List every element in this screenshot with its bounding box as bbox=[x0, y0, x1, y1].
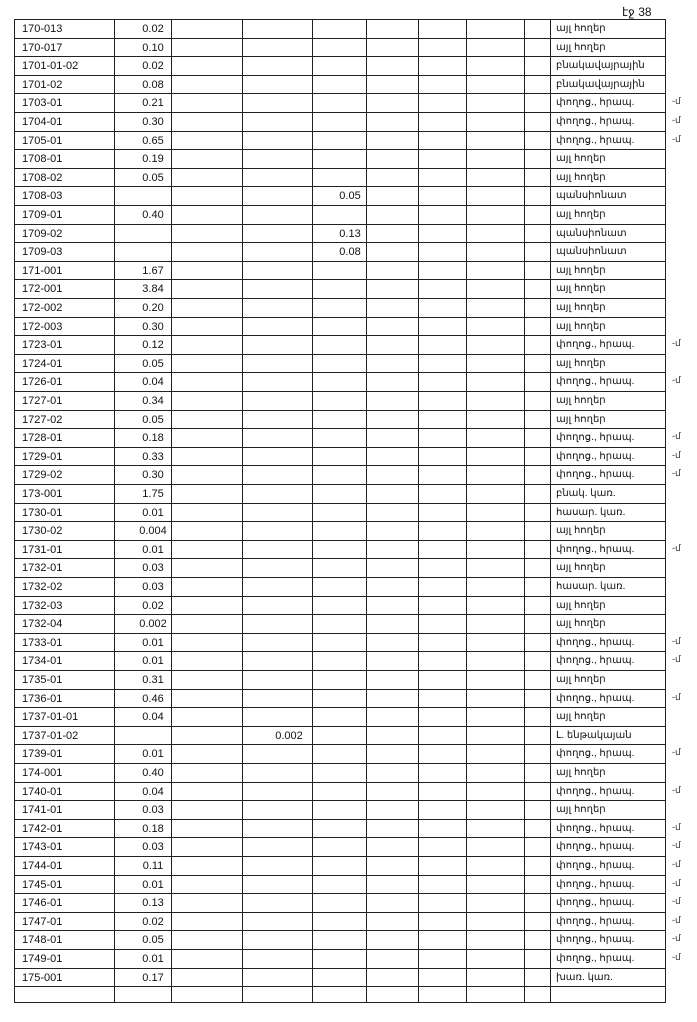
parcel-land-type: փողոց., հրապ. bbox=[556, 748, 635, 760]
table-row bbox=[14, 522, 666, 541]
margin-mark: -մ bbox=[672, 338, 681, 349]
parcel-area: 0.30 bbox=[142, 469, 164, 482]
parcel-code: 171-001 bbox=[22, 264, 63, 277]
table-row bbox=[14, 150, 666, 169]
parcel-code: 172-003 bbox=[22, 320, 63, 333]
table-row bbox=[14, 280, 666, 299]
parcel-extra-area: 0.08 bbox=[339, 246, 361, 259]
parcel-area: 0.40 bbox=[142, 209, 164, 221]
parcel-area: 0.04 bbox=[142, 711, 164, 724]
parcel-area: 0.21 bbox=[142, 97, 164, 110]
parcel-land-type: այլ հողեր bbox=[556, 357, 606, 369]
table-row bbox=[14, 578, 666, 597]
margin-mark: -մ bbox=[672, 654, 681, 665]
parcel-code: 1724-01 bbox=[22, 357, 63, 370]
table-row bbox=[14, 355, 666, 374]
parcel-land-type: փողոց., հրապ. bbox=[556, 841, 635, 853]
parcel-area: 0.31 bbox=[142, 674, 164, 686]
parcel-land-type: այլ հողեր bbox=[556, 302, 606, 313]
parcel-land-type: այլ հողեր bbox=[556, 804, 606, 816]
parcel-code: 1701-02 bbox=[22, 78, 63, 91]
parcel-land-type: պանսիոնատ bbox=[556, 190, 627, 202]
margin-mark: -մ bbox=[672, 952, 681, 962]
parcel-area: 1.67 bbox=[142, 264, 164, 277]
parcel-code: 1703-01 bbox=[22, 97, 63, 110]
parcel-code: 1708-01 bbox=[22, 153, 63, 166]
parcel-area: 0.05 bbox=[142, 413, 164, 426]
parcel-area bbox=[129, 727, 177, 745]
table-row bbox=[14, 187, 666, 206]
parcel-land-type: փողոց., հրապ. bbox=[556, 897, 635, 909]
parcel-code: 1747-01 bbox=[22, 915, 63, 928]
parcel-land-type: այլ հողեր bbox=[556, 395, 606, 406]
parcel-area bbox=[129, 243, 177, 261]
table-row bbox=[14, 504, 666, 523]
parcel-code: 175-001 bbox=[22, 971, 63, 984]
parcel-code: 1709-02 bbox=[22, 227, 63, 240]
table-row bbox=[14, 392, 666, 411]
parcel-area: 0.17 bbox=[142, 971, 164, 984]
parcel-area: 0.05 bbox=[142, 934, 164, 947]
parcel-code: 1728-01 bbox=[22, 432, 63, 445]
parcel-area: 0.02 bbox=[142, 60, 164, 73]
parcel-extra-area: 0.05 bbox=[339, 190, 361, 203]
table-row bbox=[14, 950, 681, 969]
parcel-code: 172-001 bbox=[22, 283, 63, 296]
parcel-area: 0.33 bbox=[142, 450, 164, 463]
table-row bbox=[14, 429, 681, 448]
table-row bbox=[14, 783, 681, 802]
margin-mark: -մ bbox=[672, 914, 681, 925]
parcel-area: 0.30 bbox=[142, 320, 164, 333]
parcel-land-type: խառ. կառ. bbox=[556, 971, 613, 983]
parcel-code: 1704-01 bbox=[22, 116, 63, 128]
margin-mark: -մ bbox=[672, 96, 681, 107]
margin-mark: -մ bbox=[672, 375, 681, 386]
parcel-area bbox=[129, 187, 177, 205]
parcel-land-type: փողոց., հրապ. bbox=[556, 878, 635, 890]
table-row bbox=[14, 876, 681, 895]
parcel-land-type: փողոց., հրապ. bbox=[556, 450, 635, 462]
table-row bbox=[14, 299, 666, 318]
parcel-land-type: Լ. ենթակայան bbox=[556, 729, 632, 741]
parcel-code: 1745-01 bbox=[22, 878, 63, 891]
parcel-area: 0.12 bbox=[142, 339, 164, 352]
parcel-area: 0.65 bbox=[142, 134, 164, 147]
parcel-area: 0.08 bbox=[142, 78, 164, 91]
parcel-extra-area: 0.002 bbox=[275, 729, 303, 742]
table-row bbox=[14, 57, 666, 76]
parcel-land-type: փողոց., հրապ. bbox=[556, 543, 635, 555]
parcel-code: 1746-01 bbox=[22, 897, 63, 910]
table-row bbox=[14, 485, 666, 504]
parcel-code: 1708-02 bbox=[22, 171, 63, 184]
parcel-land-type: փողոց., հրապ. bbox=[556, 469, 635, 481]
parcel-code: 1734-01 bbox=[22, 655, 63, 668]
table-row bbox=[14, 466, 681, 485]
parcel-code: 1723-01 bbox=[22, 339, 63, 352]
parcel-land-type: այլ հողեր bbox=[556, 320, 606, 332]
parcel-code: 1732-02 bbox=[22, 581, 63, 593]
parcel-area: 0.03 bbox=[142, 841, 164, 854]
margin-mark: -մ bbox=[672, 896, 681, 907]
margin-mark: -մ bbox=[672, 691, 681, 702]
parcel-land-type: բնակավայրային bbox=[556, 60, 645, 72]
parcel-land-type: այլ հողեր bbox=[556, 171, 606, 183]
margin-mark: -մ bbox=[672, 877, 681, 888]
land-parcel-table bbox=[14, 19, 681, 1003]
table-row bbox=[14, 894, 681, 913]
parcel-area: 0.01 bbox=[142, 506, 164, 519]
parcel-land-type: այլ հողեր bbox=[556, 209, 606, 220]
margin-mark: -մ bbox=[672, 542, 681, 553]
parcel-area: 0.13 bbox=[142, 897, 164, 910]
page-number: էջ 38 bbox=[622, 5, 652, 19]
parcel-area: 0.20 bbox=[142, 302, 164, 314]
margin-mark: -մ bbox=[672, 635, 681, 646]
table-row bbox=[14, 597, 666, 616]
table-row bbox=[14, 39, 666, 58]
parcel-code: 1708-03 bbox=[22, 190, 63, 203]
table-row bbox=[14, 559, 666, 578]
parcel-land-type: փողոց., հրապ. bbox=[556, 785, 635, 797]
table-row bbox=[14, 336, 681, 355]
parcel-land-type: պանսիոնատ bbox=[556, 227, 627, 239]
table-row bbox=[14, 727, 666, 746]
parcel-extra-area: 0.13 bbox=[339, 227, 361, 240]
parcel-area: 0.40 bbox=[142, 767, 164, 779]
parcel-code: 173-001 bbox=[22, 488, 63, 500]
parcel-land-type: փողոց., հրապ. bbox=[556, 953, 635, 964]
parcel-land-type: այլ հողեր bbox=[556, 41, 606, 53]
parcel-code: 1737-01-01 bbox=[22, 711, 79, 724]
parcel-land-type: բնակավայրային bbox=[556, 78, 645, 90]
parcel-code: 1742-01 bbox=[22, 822, 63, 835]
parcel-code: 1709-03 bbox=[22, 246, 63, 259]
parcel-land-type: այլ հողեր bbox=[556, 767, 606, 778]
table-row bbox=[14, 225, 666, 244]
margin-mark: -մ bbox=[672, 747, 681, 758]
parcel-area: 0.34 bbox=[142, 395, 164, 407]
margin-mark: -մ bbox=[672, 859, 681, 869]
parcel-land-type: փողոց., հրապ. bbox=[556, 915, 635, 927]
parcel-area: 1.75 bbox=[142, 488, 164, 500]
parcel-area: 0.04 bbox=[142, 785, 164, 798]
parcel-code: 172-002 bbox=[22, 302, 63, 314]
parcel-area: 0.03 bbox=[142, 804, 164, 817]
parcel-area: 3.84 bbox=[142, 283, 164, 296]
margin-mark: -մ bbox=[672, 115, 681, 125]
parcel-land-type: փողոց., հրապ. bbox=[556, 655, 635, 667]
parcel-code: 1730-02 bbox=[22, 525, 63, 538]
parcel-area: 0.11 bbox=[142, 860, 164, 872]
table-row bbox=[14, 820, 681, 839]
parcel-area: 0.01 bbox=[142, 878, 164, 891]
parcel-area: 0.30 bbox=[142, 116, 164, 128]
table-row bbox=[14, 20, 666, 39]
parcel-code: 1733-01 bbox=[22, 636, 63, 649]
parcel-area: 0.18 bbox=[142, 432, 164, 445]
parcel-code: 1705-01 bbox=[22, 134, 63, 147]
parcel-land-type: այլ հողեր bbox=[556, 618, 606, 630]
parcel-code: 170-013 bbox=[22, 23, 63, 35]
parcel-area: 0.18 bbox=[142, 822, 164, 835]
table-row bbox=[14, 113, 681, 132]
parcel-land-type: բնակ. կառ. bbox=[556, 488, 616, 499]
parcel-land-type: փողոց., հրապ. bbox=[556, 822, 635, 834]
parcel-area: 0.002 bbox=[139, 618, 167, 631]
parcel-code: 1743-01 bbox=[22, 841, 63, 854]
table-row bbox=[14, 690, 681, 709]
margin-mark: -մ bbox=[672, 431, 681, 442]
parcel-code: 1727-02 bbox=[22, 413, 63, 426]
parcel-code: 1731-01 bbox=[22, 543, 63, 556]
parcel-code: 1726-01 bbox=[22, 376, 63, 389]
table-row bbox=[14, 801, 666, 820]
table-row bbox=[14, 838, 681, 857]
parcel-land-type: փողոց., հրապ. bbox=[556, 339, 635, 351]
parcel-area: 0.05 bbox=[142, 357, 164, 370]
parcel-code: 1748-01 bbox=[22, 934, 63, 947]
table-row bbox=[14, 262, 666, 281]
margin-mark: -մ bbox=[672, 840, 681, 851]
table-row bbox=[14, 94, 681, 113]
table-row bbox=[14, 671, 666, 690]
parcel-area: 0.46 bbox=[142, 692, 164, 705]
parcel-land-type: այլ հողեր bbox=[556, 264, 606, 276]
table-row bbox=[14, 448, 681, 467]
table-row bbox=[14, 206, 666, 225]
table-row bbox=[14, 373, 681, 392]
margin-mark: -մ bbox=[672, 449, 681, 460]
parcel-land-type: փողոց., հրապ. bbox=[556, 116, 635, 127]
parcel-land-type: այլ հողեր bbox=[556, 562, 606, 574]
parcel-area: 0.03 bbox=[142, 581, 164, 593]
parcel-code: 1737-01-02 bbox=[22, 729, 79, 742]
parcel-land-type: այլ հողեր bbox=[556, 153, 606, 165]
parcel-code: 1749-01 bbox=[22, 953, 63, 965]
table-row bbox=[14, 318, 666, 337]
parcel-land-type: այլ հողեր bbox=[556, 283, 606, 295]
parcel-code: 1739-01 bbox=[22, 748, 63, 761]
parcel-area: 0.01 bbox=[142, 655, 164, 668]
parcel-code: 1730-01 bbox=[22, 506, 63, 519]
table-row bbox=[14, 169, 666, 188]
parcel-land-type: այլ հողեր bbox=[556, 674, 606, 685]
parcel-land-type: փողոց., հրապ. bbox=[556, 134, 635, 146]
parcel-area: 0.03 bbox=[142, 562, 164, 575]
parcel-area: 0.01 bbox=[142, 748, 164, 761]
parcel-land-type: փողոց., հրապ. bbox=[556, 432, 635, 444]
parcel-land-type: փողոց., հրապ. bbox=[556, 97, 635, 109]
table-row bbox=[14, 745, 681, 764]
parcel-code: 174-001 bbox=[22, 767, 63, 779]
parcel-code: 1732-03 bbox=[22, 599, 63, 612]
parcel-land-type: փողոց., հրապ. bbox=[556, 636, 635, 648]
parcel-code: 1729-02 bbox=[22, 469, 63, 482]
table-row bbox=[14, 132, 681, 151]
parcel-area: 0.10 bbox=[142, 41, 164, 54]
parcel-land-type: փողոց., հրապ. bbox=[556, 860, 635, 871]
parcel-land-type: այլ հողեր bbox=[556, 413, 606, 425]
parcel-area: 0.01 bbox=[142, 953, 164, 965]
parcel-code: 170-017 bbox=[22, 41, 63, 54]
table-row bbox=[14, 76, 666, 95]
parcel-land-type: այլ հողեր bbox=[556, 599, 606, 611]
table-row bbox=[14, 764, 666, 783]
margin-mark: -մ bbox=[672, 821, 681, 832]
parcel-land-type: փողոց., հրապ. bbox=[556, 692, 635, 704]
table-row bbox=[14, 411, 666, 430]
margin-mark: -մ bbox=[672, 933, 681, 944]
parcel-land-type: հասար. կառ. bbox=[556, 581, 626, 592]
parcel-code: 1732-01 bbox=[22, 562, 63, 575]
parcel-area: 0.02 bbox=[142, 23, 164, 35]
parcel-area: 0.05 bbox=[142, 171, 164, 184]
parcel-area: 0.01 bbox=[142, 636, 164, 649]
margin-mark: -մ bbox=[672, 468, 681, 479]
table-row bbox=[14, 243, 666, 262]
parcel-code: 1709-01 bbox=[22, 209, 63, 221]
parcel-code: 1736-01 bbox=[22, 692, 63, 705]
parcel-area: 0.04 bbox=[142, 376, 164, 389]
parcel-land-type: այլ հողեր bbox=[556, 711, 606, 723]
parcel-land-type: պանսիոնատ bbox=[556, 246, 627, 258]
parcel-code: 1735-01 bbox=[22, 674, 63, 686]
parcel-code: 1701-01-02 bbox=[22, 60, 79, 73]
table-row bbox=[14, 652, 681, 671]
table-row bbox=[14, 615, 666, 634]
parcel-area: 0.004 bbox=[139, 525, 167, 538]
table-row bbox=[14, 541, 681, 560]
table-row bbox=[14, 708, 666, 727]
parcel-area: 0.19 bbox=[142, 153, 164, 166]
parcel-area: 0.02 bbox=[142, 915, 164, 928]
parcel-code: 1729-01 bbox=[22, 450, 63, 463]
parcel-land-type: փողոց., հրապ. bbox=[556, 934, 635, 946]
parcel-land-type: հասար. կառ. bbox=[556, 506, 626, 518]
table-row bbox=[14, 634, 681, 653]
parcel-land-type: այլ հողեր bbox=[556, 23, 606, 34]
parcel-code: 1740-01 bbox=[22, 785, 63, 798]
parcel-land-type: այլ հողեր bbox=[556, 525, 606, 537]
parcel-code: 1741-01 bbox=[22, 804, 63, 817]
parcel-area: 0.02 bbox=[142, 599, 164, 612]
parcel-code: 1744-01 bbox=[22, 860, 63, 872]
parcel-code: 1727-01 bbox=[22, 395, 63, 407]
margin-mark: -մ bbox=[672, 784, 681, 795]
margin-mark: -մ bbox=[672, 133, 681, 144]
table-row bbox=[14, 931, 681, 950]
parcel-land-type: փողոց., հրապ. bbox=[556, 376, 635, 388]
parcel-code: 1732-04 bbox=[22, 618, 63, 631]
table-row bbox=[14, 969, 666, 988]
table-row bbox=[14, 913, 681, 932]
parcel-area bbox=[129, 225, 177, 243]
table-row bbox=[14, 857, 681, 876]
parcel-area: 0.01 bbox=[142, 543, 164, 556]
